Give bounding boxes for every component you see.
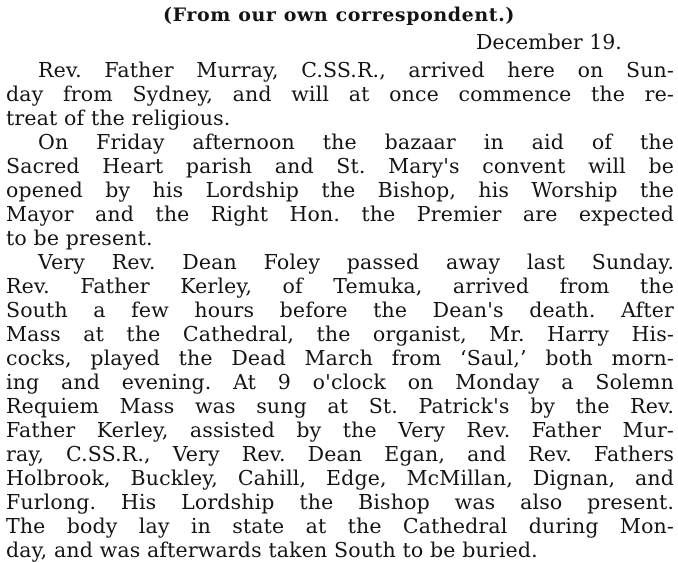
paragraph-3-line-10: Holbrook, Buckley, Cahill, Edge, McMillan, Dignan, and: [6, 466, 674, 490]
paragraph-3-line-8: Father Kerley, assisted by the Very Rev. Father Mur-: [6, 418, 674, 442]
paragraph-3-line-13: day, and was afterwards taken South to be buried.: [6, 538, 538, 562]
paragraph-3-line-5: cocks, played the Dead March from ‘Saul,’ both morn-: [6, 346, 674, 370]
paragraph-3-line-3: South a few hours before the Dean's death. After: [6, 298, 674, 322]
paragraph-3-line-1: Very Rev. Dean Foley passed away last Sunday.: [38, 250, 674, 274]
paragraph-2-line-1: On Friday afternoon the bazaar in aid of the: [38, 130, 674, 154]
paragraph-3-line-12: The body lay in state at the Cathedral during Mon-: [6, 514, 674, 538]
paragraph-2-line-5: to be present.: [6, 226, 153, 250]
byline: (From our own correspondent.): [163, 4, 515, 26]
dateline: December 19.: [476, 30, 622, 54]
paragraph-1-line-1: Rev. Father Murray, C.SS.R., arrived here on Sun-: [38, 58, 674, 82]
paragraph-1-line-3: treat of the religious.: [6, 106, 231, 130]
paragraph-3-line-7: Requiem Mass was sung at St. Patrick's by the Rev.: [6, 394, 674, 418]
paragraph-3-line-11: Furlong. His Lordship the Bishop was also present.: [6, 490, 674, 514]
paragraph-3-line-2: Rev. Father Kerley, of Temuka, arrived from the: [6, 274, 674, 298]
paragraph-3-line-9: ray, C.SS.R., Very Rev. Dean Egan, and Rev. Fathers: [6, 442, 674, 466]
paragraph-3-line-6: ing and evening. At 9 o'clock on Monday a Solemn: [6, 370, 674, 394]
paragraph-2-line-3: opened by his Lordship the Bishop, his Worship the: [6, 178, 674, 202]
paragraph-1-line-2: day from Sydney, and will at once commence the re-: [6, 82, 674, 106]
paragraph-2-line-4: Mayor and the Right Hon. the Premier are expected: [6, 202, 674, 226]
paragraph-3-line-4: Mass at the Cathedral, the organist, Mr. Harry His-: [6, 322, 674, 346]
paragraph-2-line-2: Sacred Heart parish and St. Mary's convent will be: [6, 154, 674, 178]
